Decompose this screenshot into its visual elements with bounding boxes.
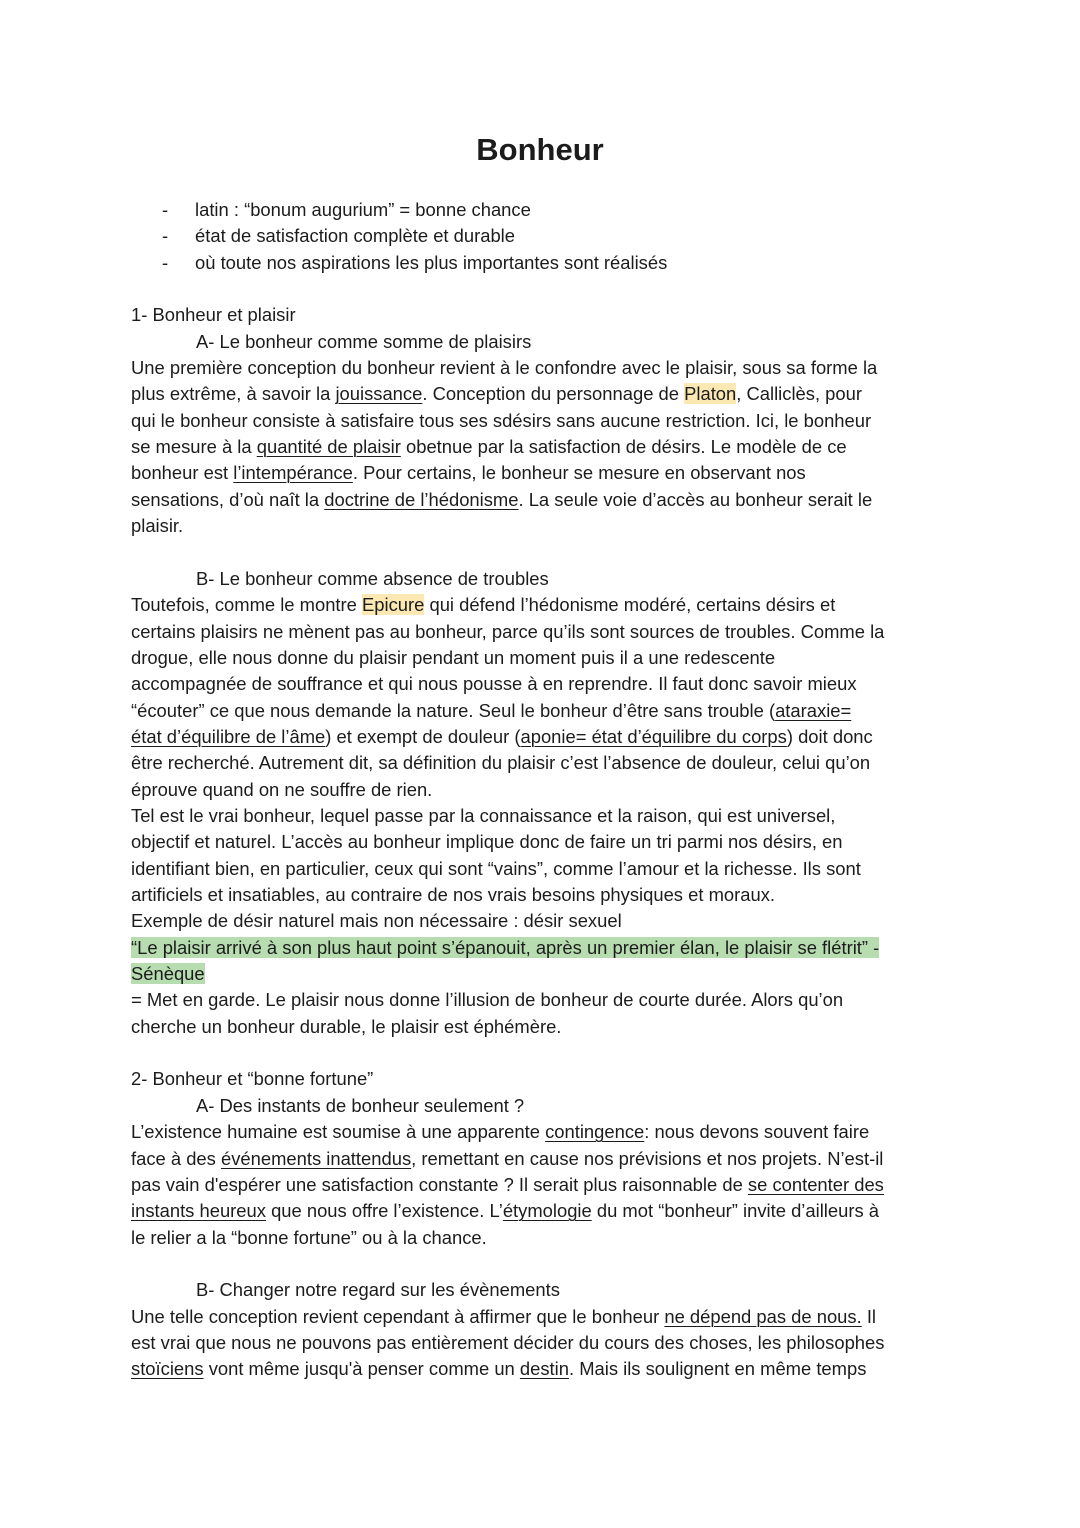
subsection-heading-2b: B- Changer notre regard sur les évènements [196,1279,560,1300]
paragraph-line: Une telle conception revient cependant à affirmer que le bonheur ne dépend pas de nous. Il [131,1306,877,1327]
underlined-term: doctrine de l’hédonisme [324,489,519,510]
highlighted-quote: “Le plaisir arrivé à son plus haut point s’épanouit, après un premier élan, le plaisir se flétrit” - [131,937,880,958]
paragraph-line: bonheur est l’intempérance. Pour certains, le bonheur se mesure en observant nos [131,462,806,483]
paragraph-line: artificiels et insatiables, au contraire de nos vrais besoins physiques et moraux. [131,884,775,905]
paragraph-line: qui le bonheur consiste à satisfaire tous ses sdésirs sans aucune restriction. Ici, le bonheur [131,410,872,431]
paragraph-line: Toutefois, comme le montre Epicure qui défend l’hédonisme modéré, certains désirs et [131,594,836,615]
bullet-marker: - [162,252,169,273]
underlined-term: stoïciens [131,1358,204,1379]
paragraph-line: accompagnée de souffrance et qui nous pousse à en reprendre. Il faut donc savoir mieux [131,673,857,694]
paragraph-line: Une première conception du bonheur revient à le confondre avec le plaisir, sous sa forme la [131,357,878,378]
underlined-term: ataraxie= [775,700,852,721]
bullet-marker: - [162,199,169,220]
highlighted-author: Sénèque [131,963,205,984]
paragraph-line: plus extrême, à savoir la jouissance. Conception du personnage de Platon, Calliclès, pour [131,383,862,404]
underlined-term: destin [519,1358,569,1379]
list-item: état de satisfaction complète et durable [195,225,515,246]
paragraph-line: état d’équilibre de l’âme) et exempt de douleur (aponie= état d’équilibre du corps) doit donc [131,726,873,747]
section-heading-2: 2- Bonheur et “bonne fortune” [131,1068,374,1089]
highlighted-name: Platon [684,383,737,404]
paragraph-line: identifiant bien, en particulier, ceux qui sont “vains”, comme l’amour et la richesse. Ils sont [131,858,861,879]
subsection-heading-1a: A- Le bonheur comme somme de plaisirs [196,331,532,352]
list-item: où toute nos aspirations les plus importantes sont réalisés [195,252,668,273]
paragraph-line: instants heureux que nous offre l’existence. L’étymologie du mot “bonheur” invite d’ailleurs à [131,1200,879,1221]
underlined-term: l’intempérance [233,462,353,483]
underlined-term: étymologie [502,1200,592,1221]
quote-line [131,935,879,961]
paragraph-line: Tel est le vrai bonheur, lequel passe par la connaissance et la raison, qui est universel, [131,805,836,826]
paragraph-line: être recherché. Autrement dit, sa définition du plaisir c’est l’absence de douleur, celui qu’on [131,752,871,773]
subsection-heading-2a: A- Des instants de bonheur seulement ? [196,1095,525,1116]
paragraph-line: stoïciens vont même jusqu'à penser comme un destin. Mais ils soulignent en même temps [131,1358,867,1379]
highlighted-name: Epicure [362,594,425,615]
paragraph-line: face à des événements inattendus, remettant en cause nos prévisions et nos projets. N’est-il [131,1148,884,1169]
paragraph-line: éprouve quand on ne souffre de rien. [131,779,433,800]
underlined-term: événements inattendus [220,1148,412,1169]
paragraph-line: Exemple de désir naturel mais non nécessaire : désir sexuel [131,910,622,931]
list-item: latin : “bonum augurium” = bonne chance [195,199,531,220]
paragraph-line: certains plaisirs ne mènent pas au bonheur, parce qu’ils sont sources de troubles. Comme la [131,621,885,642]
paragraph-line: L’existence humaine est soumise à une apparente contingence: nous devons souvent faire [131,1121,870,1142]
paragraph-line: = Met en garde. Le plaisir nous donne l’illusion de bonheur de courte durée. Alors qu’on [131,989,844,1010]
section-heading-1: 1- Bonheur et plaisir [131,304,296,325]
document-title: Bonheur [476,132,604,167]
underlined-term: quantité de plaisir [256,436,401,457]
underlined-term: instants heureux [131,1200,266,1221]
quote-author [131,961,205,987]
paragraph-line: sensations, d’où naît la doctrine de l’hédonisme. La seule voie d’accès au bonheur serait le [131,489,873,510]
underlined-term: ne dépend pas de nous. [664,1306,862,1327]
bullet-marker: - [162,225,169,246]
underlined-term: état d’équilibre de l’âme [131,726,326,747]
paragraph-line: se mesure à la quantité de plaisir obetnue par la satisfaction de désirs. Le modèle de ce [131,436,847,457]
paragraph-line: drogue, elle nous donne du plaisir pendant un moment puis il a une redescente [131,647,776,668]
paragraph-line: est vrai que nous ne pouvons pas entièrement décider du cours des choses, les philosophes [131,1332,885,1353]
paragraph-line: cherche un bonheur durable, le plaisir est éphémère. [131,1016,562,1037]
underlined-term: aponie= état d’équilibre du corps [520,726,787,747]
subsection-heading-1b: B- Le bonheur comme absence de troubles [196,568,549,589]
paragraph-line: le relier a la “bonne fortune” ou à la chance. [131,1227,487,1248]
underlined-term: jouissance [335,383,423,404]
paragraph-line: “écouter” ce que nous demande la nature. Seul le bonheur d’être sans trouble (ataraxie= [131,700,852,721]
paragraph-line: objectif et naturel. L’accès au bonheur implique donc de faire un tri parmi nos désirs, en [131,831,843,852]
underlined-term: se contenter des [747,1174,884,1195]
paragraph-line: plaisir. [131,515,184,536]
underlined-term: contingence [545,1121,645,1142]
paragraph-line: pas vain d'espérer une satisfaction constante ? Il serait plus raisonnable de se contenter des [131,1174,884,1195]
